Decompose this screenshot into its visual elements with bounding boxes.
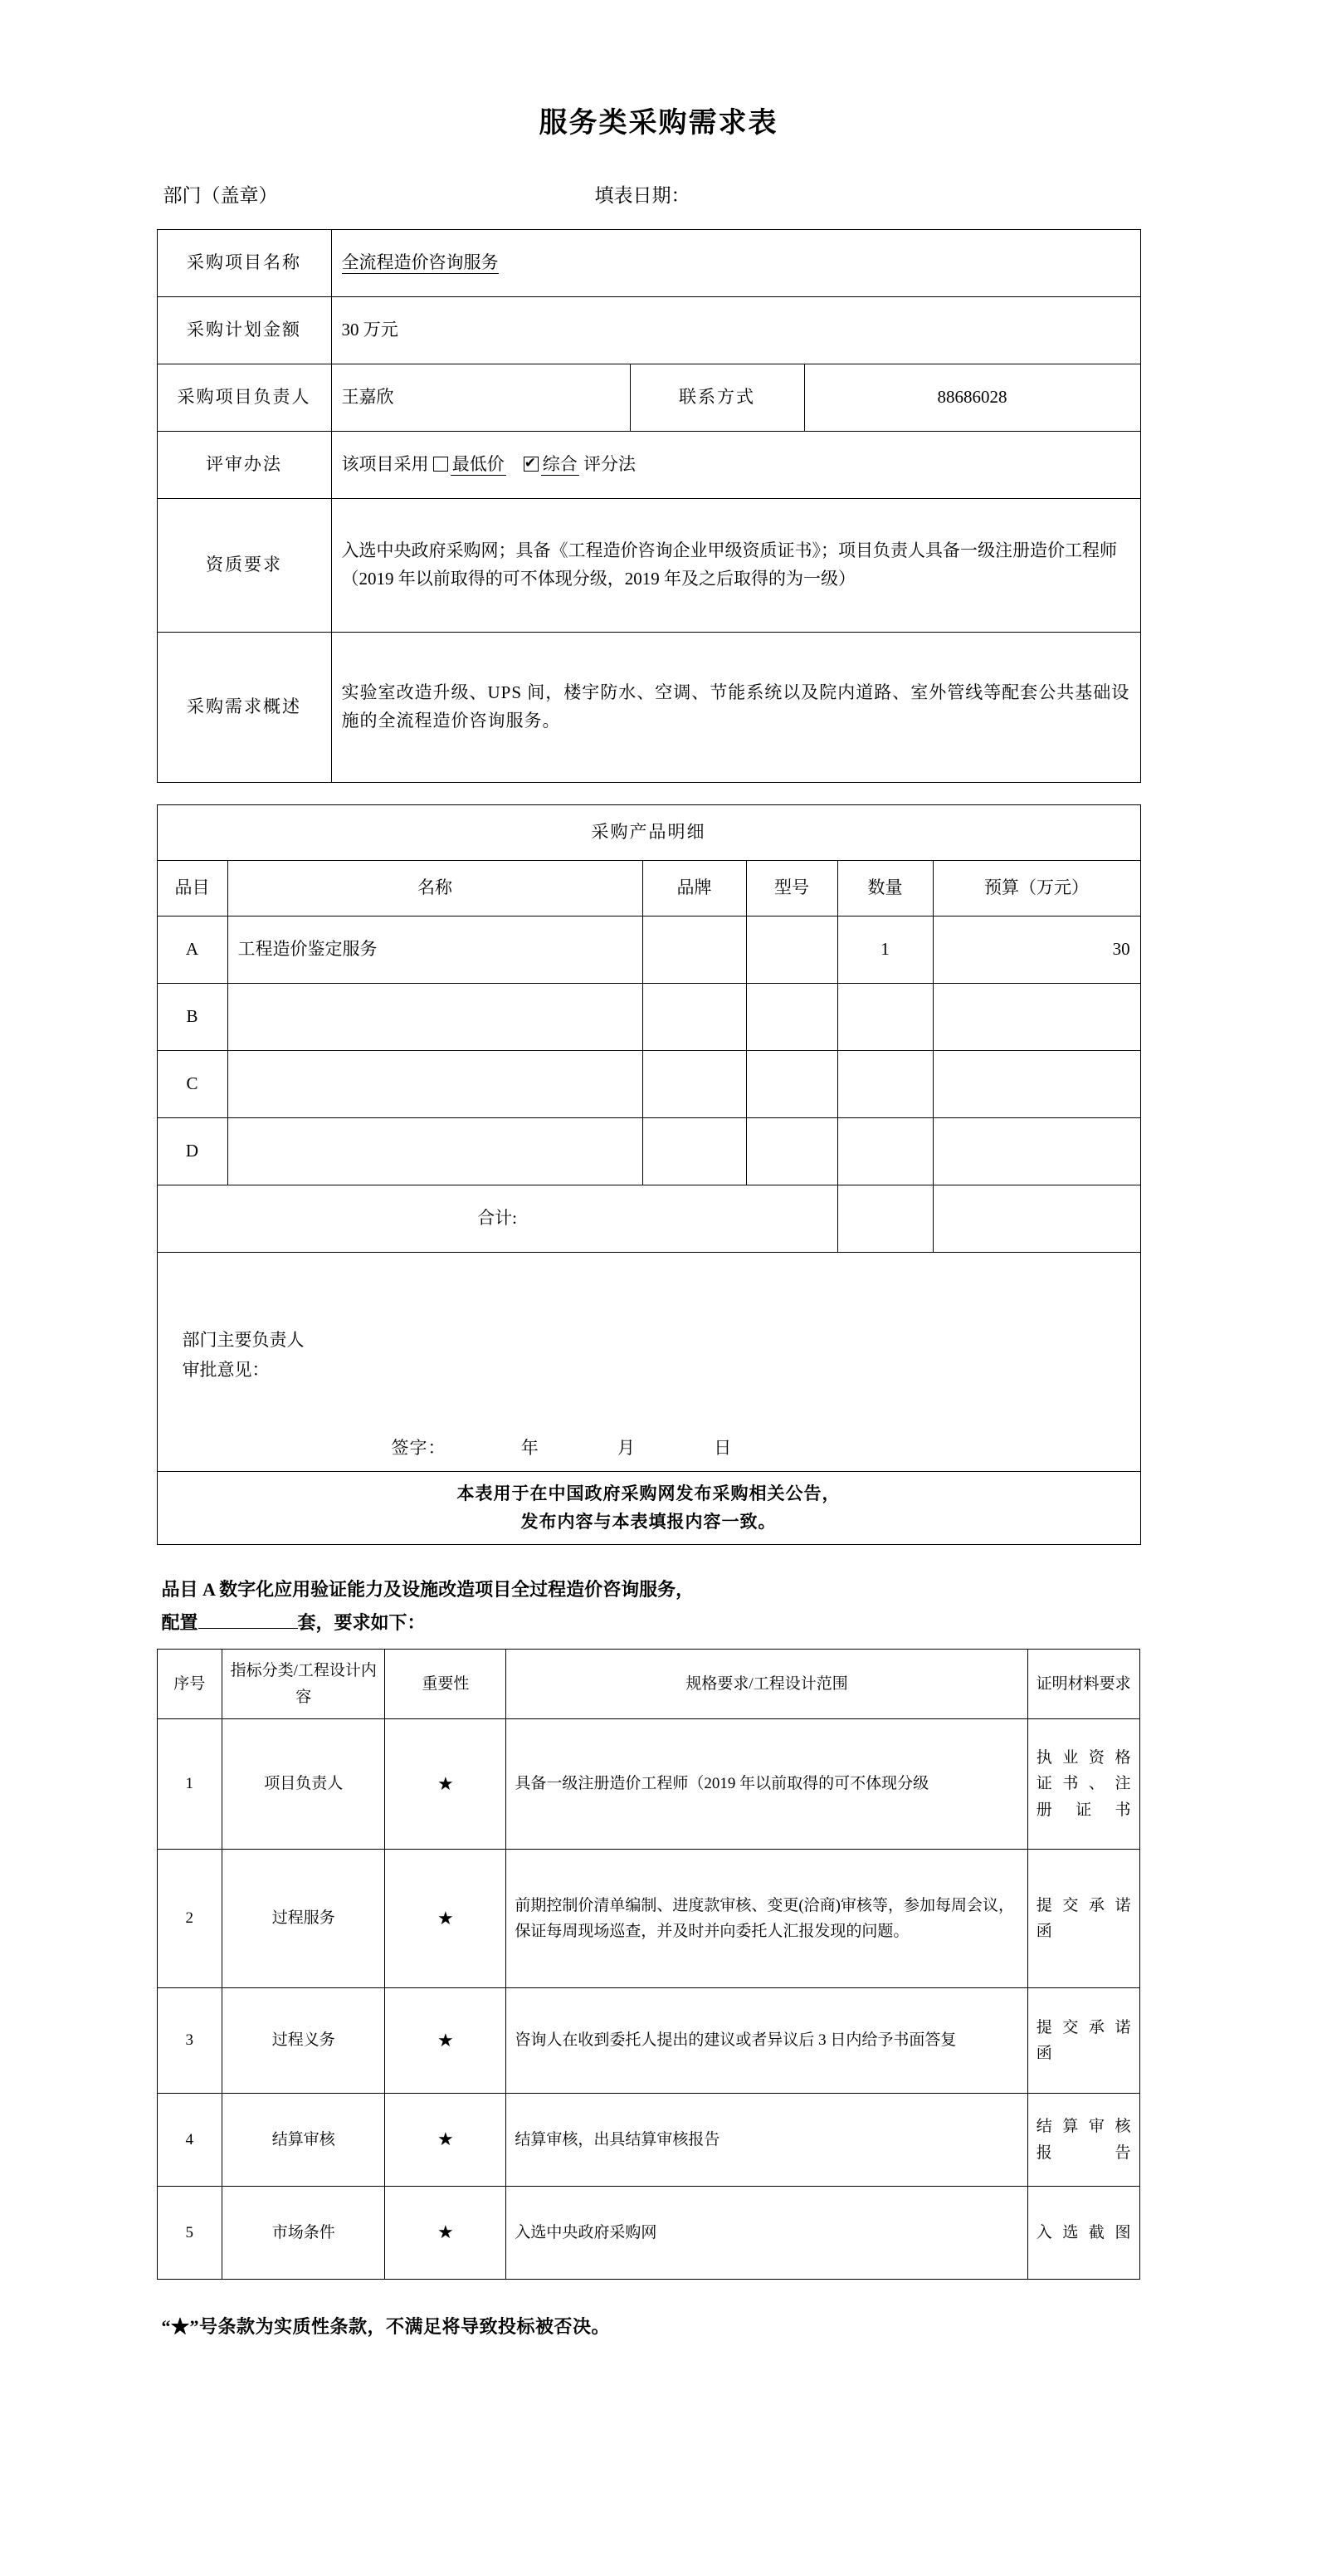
- approval-label-line1: 部门主要负责人: [182, 1330, 305, 1350]
- cell-name: [227, 984, 642, 1051]
- cell-model: [746, 984, 837, 1051]
- project-name-value: 全流程造价咨询服务: [331, 230, 1140, 297]
- table-row: [157, 1253, 1140, 1472]
- owner-label: 采购项目负责人: [157, 364, 331, 432]
- demand-summary-value: 实验室改造升级、UPS 间，楼宇防水、空调、节能系统以及院内道路、室外管线等配套公共基础设施的全流程造价咨询服务。: [331, 633, 1140, 783]
- procurement-form-table: [157, 229, 1141, 783]
- cell-model: [746, 1118, 837, 1185]
- cell-importance: ★: [385, 1988, 506, 2094]
- detail-section-title: 采购产品明细: [157, 805, 1140, 861]
- cell-category: 过程义务: [222, 1988, 385, 2094]
- col-header-proof: 证明材料要求: [1027, 1650, 1139, 1719]
- checkbox-comprehensive[interactable]: [524, 457, 539, 472]
- notice-cell: [157, 1471, 1140, 1544]
- cell-name: 工程造价鉴定服务: [227, 917, 642, 984]
- cell-proof: 入 选 截 图: [1027, 2187, 1139, 2280]
- cell-no: 2: [157, 1850, 222, 1988]
- cell-category: 结算审核: [222, 2094, 385, 2187]
- cell-category: 项目负责人: [222, 1719, 385, 1850]
- cell-proof: 执 业 资 格 证 书 、 注 册 证 书: [1027, 1719, 1139, 1850]
- table-row: [157, 1051, 1140, 1118]
- plan-amount-value: 30 万元: [331, 297, 1140, 364]
- document-body: [157, 0, 1161, 2339]
- footnote: “★”号条款为实质性条款，不满足将导致投标被否决。: [161, 2316, 611, 2338]
- total-label: 合计:: [157, 1185, 837, 1253]
- table-row: [157, 805, 1140, 861]
- year-label: 年: [520, 1438, 539, 1459]
- col-header-requirement: 规格要求/工程设计范围: [506, 1650, 1027, 1719]
- contact-label: 联系方式: [630, 364, 804, 432]
- cell-no: 4: [157, 2094, 222, 2187]
- cell-category: 市场条件: [222, 2187, 385, 2280]
- cell-brand: [642, 984, 746, 1051]
- table-row: [157, 1850, 1139, 1988]
- cell-item: D: [157, 1118, 227, 1185]
- cell-importance: ★: [385, 1850, 506, 1988]
- product-detail-table: [157, 804, 1141, 1545]
- cell-requirement: 咨询人在收到委托人提出的建议或者异议后 3 日内给予书面答复: [506, 1988, 1027, 2094]
- review-option-comprehensive-label: 综合: [542, 454, 578, 475]
- cell-category: 过程服务: [222, 1850, 385, 1988]
- cell-brand: [642, 1051, 746, 1118]
- cell-item: C: [157, 1051, 227, 1118]
- cell-qty: [837, 984, 933, 1051]
- cell-brand: [642, 1118, 746, 1185]
- col-header-name: 名称: [227, 861, 642, 917]
- table-row: [157, 633, 1140, 783]
- cell-item: A: [157, 917, 227, 984]
- department-label: 部门（盖章）: [163, 185, 278, 206]
- cell-requirement: 入选中央政府采购网: [506, 2187, 1027, 2280]
- approval-label: [168, 1261, 1130, 1385]
- table-header-row: [157, 1650, 1139, 1719]
- qualification-value: 入选中央政府采购网；具备《工程造价咨询企业甲级资质证书》；项目负责人具备一级注册造价工程师（2019 年以前取得的可不体现分级，2019 年及之后取得的为一级）: [331, 499, 1140, 633]
- notice-line-1: 本表用于在中国政府采购网发布采购相关公告，: [456, 1483, 841, 1503]
- cell-importance: ★: [385, 2094, 506, 2187]
- cell-requirement: 前期控制价清单编制、进度款审核、变更(洽商)审核等，参加每周会议，保证每周现场巡查，并及时并向委托人汇报发现的问题。: [506, 1850, 1027, 1988]
- review-option-lowest-price-label: 最低价: [451, 454, 505, 475]
- col-header-no: 序号: [157, 1650, 222, 1719]
- table-row: [157, 917, 1140, 984]
- cell-importance: ★: [385, 1719, 506, 1850]
- total-budget: [933, 1185, 1140, 1253]
- cell-name: [227, 1118, 642, 1185]
- total-qty: [837, 1185, 933, 1253]
- fill-date-label: 填表日期：: [594, 185, 690, 206]
- review-method-value: [331, 432, 1140, 499]
- review-prefix: 该项目采用: [341, 454, 429, 475]
- table-row: [157, 1118, 1140, 1185]
- col-header-budget: 预算（万元）: [933, 861, 1140, 917]
- spec-intro-line2: [162, 1606, 1161, 1640]
- cell-item: B: [157, 984, 227, 1051]
- table-row: [157, 432, 1140, 499]
- col-header-importance: 重要性: [385, 1650, 506, 1719]
- table-row: [157, 499, 1140, 633]
- cell-model: [746, 917, 837, 984]
- table-row: [157, 2187, 1139, 2280]
- approval-cell: [157, 1253, 1140, 1472]
- spec-intro: [157, 1573, 1161, 1639]
- table-header-row: [157, 861, 1140, 917]
- table-row: [157, 1988, 1139, 2094]
- cell-budget: [933, 984, 1140, 1051]
- cell-model: [746, 1051, 837, 1118]
- cell-proof: 提 交 承 诺 函: [1027, 1988, 1139, 2094]
- table-row: [157, 297, 1140, 364]
- cell-budget: [933, 1118, 1140, 1185]
- checkbox-lowest-price[interactable]: [433, 457, 448, 472]
- table-row: [157, 1185, 1140, 1253]
- contact-value: 88686028: [804, 364, 1140, 432]
- day-label: 日: [714, 1438, 733, 1459]
- cell-no: 3: [157, 1988, 222, 2094]
- spec-intro-line1: 品目 A 数字化应用验证能力及设施改造项目全过程造价咨询服务，: [161, 1579, 695, 1601]
- project-name-label: 采购项目名称: [157, 230, 331, 297]
- cell-budget: 30: [933, 917, 1140, 984]
- owner-value: 王嘉欣: [331, 364, 630, 432]
- table-row: [157, 1719, 1139, 1850]
- demand-summary-label: 采购需求概述: [157, 633, 331, 783]
- plan-amount-label: 采购计划金额: [157, 297, 331, 364]
- spec-qty-blank: [198, 1628, 298, 1629]
- col-header-qty: 数量: [837, 861, 933, 917]
- cell-requirement: 具备一级注册造价工程师（2019 年以前取得的可不体现分级: [506, 1719, 1027, 1850]
- cell-brand: [642, 917, 746, 984]
- cell-qty: [837, 1118, 933, 1185]
- approval-label-line2: 审批意见：: [182, 1359, 270, 1380]
- cell-name: [227, 1051, 642, 1118]
- col-header-category: 指标分类/工程设计内容: [222, 1650, 385, 1719]
- table-row: [157, 1471, 1140, 1544]
- review-suffix: 评分法: [583, 454, 636, 475]
- cell-qty: [837, 1051, 933, 1118]
- signature-label: 签字：: [391, 1438, 446, 1459]
- signature-line: [168, 1435, 1130, 1463]
- cell-no: 1: [157, 1719, 222, 1850]
- table-row: [157, 984, 1140, 1051]
- page-title: 服务类采购需求表: [539, 108, 778, 139]
- table-row: [157, 230, 1140, 297]
- col-header-brand: 品牌: [642, 861, 746, 917]
- table-row: [157, 364, 1140, 432]
- cell-no: 5: [157, 2187, 222, 2280]
- review-method-label: 评审办法: [157, 432, 331, 499]
- spec-requirements-table: [157, 1649, 1140, 2280]
- cell-proof: 结 算 审 核 报 告: [1027, 2094, 1139, 2187]
- month-label: 月: [617, 1438, 636, 1459]
- cell-requirement: 结算审核，出具结算审核报告: [506, 2094, 1027, 2187]
- table-row: [157, 2094, 1139, 2187]
- spec-intro-suffix: 套，要求如下：: [297, 1611, 426, 1633]
- cell-importance: ★: [385, 2187, 506, 2280]
- header-meta-row: [157, 180, 1161, 208]
- col-header-model: 型号: [746, 861, 837, 917]
- col-header-item: 品目: [157, 861, 227, 917]
- cell-budget: [933, 1051, 1140, 1118]
- spec-intro-prefix: 配置: [161, 1611, 198, 1633]
- cell-proof: 提 交 承 诺 函: [1027, 1850, 1139, 1988]
- notice-line-2: 发布内容与本表填报内容一致。: [520, 1511, 777, 1532]
- qualification-label: 资质要求: [157, 499, 331, 633]
- cell-qty: 1: [837, 917, 933, 984]
